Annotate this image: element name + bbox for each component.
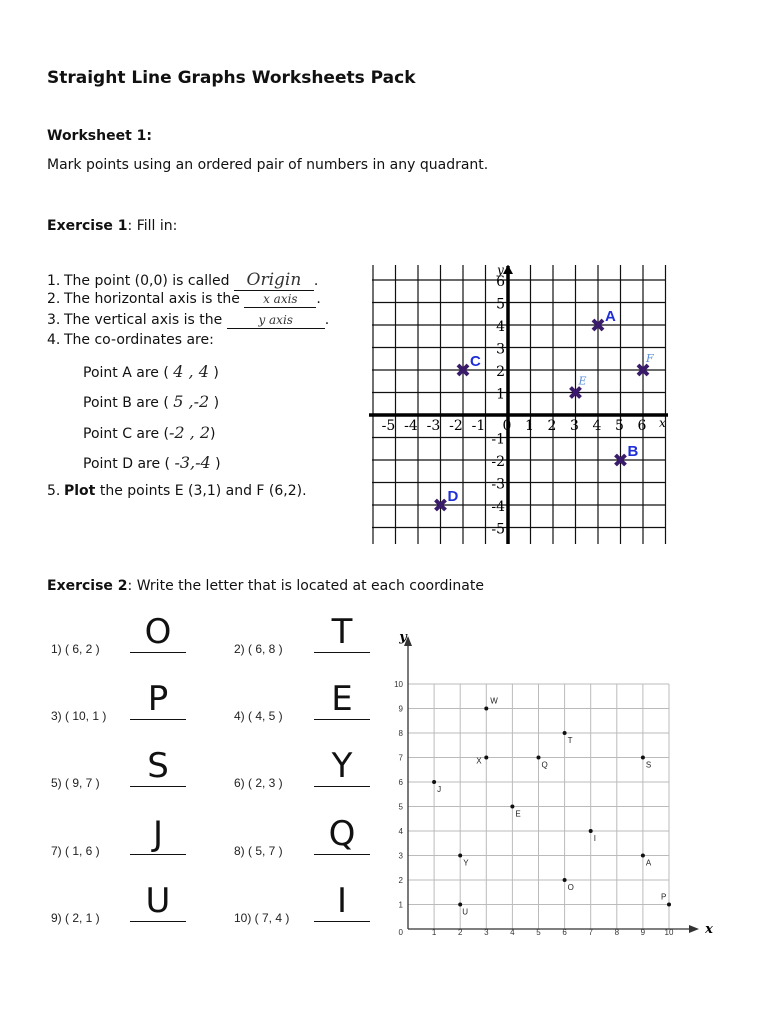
answer-field[interactable]: T — [314, 612, 370, 653]
plotted-point-s — [641, 756, 645, 760]
coordinate-question: 10) ( 7, 4 ) — [234, 911, 290, 925]
x-tick-label: -3 — [426, 418, 441, 434]
question-text: The horizontal axis is the — [64, 291, 245, 307]
exercise1-heading — [47, 218, 177, 234]
answer-field[interactable]: I — [314, 881, 370, 922]
exercise2-heading-rest: : Write the letter that is located at each coordinate — [127, 578, 484, 594]
worksheet-heading: Worksheet 1: — [47, 128, 152, 144]
x-tick-label: 2 — [457, 928, 463, 937]
coordinate-question: 1) ( 6, 2 ) — [51, 642, 100, 656]
answer-field[interactable]: J — [130, 814, 186, 855]
y-tick-label: 5 — [496, 296, 505, 313]
plotted-point-y — [458, 854, 462, 858]
y-tick-label: -3 — [491, 476, 505, 493]
coordinate-question: 9) ( 2, 1 ) — [51, 911, 100, 925]
point-label: Q — [541, 760, 548, 770]
point-label: O — [567, 883, 574, 892]
handwritten-answer: Origin — [246, 270, 302, 290]
point-close: ) — [215, 456, 221, 472]
answer-field[interactable] — [227, 312, 325, 329]
plotted-point-t — [563, 731, 567, 735]
point-label: C — [470, 353, 481, 370]
y-tick-label: 10 — [394, 680, 403, 689]
y-tick-label: 6 — [398, 778, 403, 787]
x-tick-label: 1 — [525, 418, 534, 434]
handwritten-answer[interactable]: -3,-4 — [174, 453, 211, 472]
question-number: 4. — [47, 332, 61, 348]
question-end: . — [324, 312, 330, 328]
question-number: 2. — [47, 291, 61, 307]
answer-field[interactable]: Q — [314, 814, 370, 855]
x-tick-label: 7 — [588, 928, 593, 937]
point-label: T — [567, 736, 573, 745]
x-tick-label: 10 — [664, 928, 674, 937]
y-tick-label: 4 — [496, 319, 505, 335]
x-tick-label: 8 — [614, 928, 620, 937]
y-tick-label: 2 — [398, 876, 403, 885]
coordinate-question: 8) ( 5, 7 ) — [234, 844, 283, 858]
x-tick-label: 4 — [510, 928, 515, 937]
question-end: . — [316, 291, 321, 307]
point-label: I — [593, 834, 596, 843]
answer-field[interactable]: U — [130, 881, 186, 922]
exercise2-heading — [47, 578, 484, 594]
x-tick-label: 5 — [615, 418, 624, 434]
y-tick-label: 7 — [398, 753, 403, 763]
y-tick-label: 2 — [496, 364, 505, 380]
question-text: The vertical axis is the — [64, 312, 227, 328]
question-1 — [47, 270, 318, 291]
coordinate-question: 5) ( 9, 7 ) — [51, 776, 100, 790]
plotted-point-x — [484, 756, 488, 760]
y-tick-label: 3 — [496, 341, 505, 358]
x-tick-label: -2 — [449, 418, 463, 434]
y-tick-label: 1 — [398, 900, 403, 910]
y-tick-label: -1 — [491, 431, 505, 448]
y-tick-label: -2 — [491, 454, 505, 470]
point-close: ) — [210, 426, 216, 442]
point-close: ) — [213, 395, 220, 411]
coordinate-question: 6) ( 2, 3 ) — [234, 776, 283, 790]
answer-field[interactable]: E — [314, 679, 370, 720]
y-axis-label: y — [399, 630, 407, 645]
handwritten-answer: x axis — [263, 292, 298, 306]
question-text: The co-ordinates are: — [64, 332, 214, 348]
question-end: . — [313, 273, 319, 289]
point-c-row — [83, 423, 216, 442]
page-title: Straight Line Graphs Worksheets Pack — [47, 68, 416, 88]
point-label: B — [627, 443, 639, 460]
coordinate-question: 4) ( 4, 5 ) — [234, 709, 283, 723]
question-3 — [47, 312, 329, 329]
y-tick-label: 0 — [398, 928, 403, 937]
x-tick-label: 3 — [570, 418, 579, 434]
point-label: U — [462, 907, 468, 917]
y-tick-label: 9 — [398, 704, 403, 714]
answer-field[interactable] — [244, 291, 316, 308]
point-label: Point A are ( — [83, 365, 169, 381]
x-tick-label: 6 — [637, 418, 647, 434]
x-tick-label: -1 — [471, 418, 486, 434]
answer-field[interactable]: P — [130, 679, 186, 720]
point-label: W — [490, 696, 498, 706]
plotted-point-o — [563, 878, 567, 882]
question-number: 3. — [47, 312, 61, 328]
handwritten-answer[interactable]: 5 ,-2 — [173, 392, 210, 411]
plotted-point-a — [641, 854, 645, 858]
point-label: E — [578, 374, 587, 388]
point-d-row — [83, 453, 221, 472]
plot-word: Plot — [64, 483, 96, 499]
point-label: Y — [463, 858, 469, 868]
question-text: The point (0,0) is called — [64, 273, 234, 289]
y-tick-label: 5 — [398, 802, 403, 812]
answer-field[interactable]: Y — [314, 746, 370, 787]
handwritten-answer: y axis — [258, 313, 293, 327]
point-label: J — [437, 785, 442, 794]
point-b-row — [83, 392, 219, 411]
plotted-point-q — [537, 756, 541, 760]
x-tick-label: 4 — [592, 418, 602, 434]
y-tick-label: 8 — [398, 729, 403, 738]
x-axis-label: x — [659, 416, 666, 430]
point-label: A — [645, 858, 652, 868]
answer-field[interactable] — [234, 270, 314, 291]
y-tick-label: -5 — [491, 521, 505, 538]
x-tick-label: 5 — [536, 928, 541, 937]
question-number: 1. — [47, 273, 61, 289]
y-tick-label: 1 — [496, 386, 505, 403]
x-tick-label: 1 — [431, 928, 437, 937]
x-axis-label: x — [705, 922, 713, 937]
handwritten-answer[interactable]: 4 , 4 — [173, 362, 209, 381]
answer-field[interactable]: O — [130, 612, 186, 653]
x-tick-label: -4 — [404, 418, 418, 434]
coordinate-question: 3) ( 10, 1 ) — [51, 709, 107, 723]
coordinate-question: 7) ( 1, 6 ) — [51, 844, 100, 858]
point-label: F — [646, 352, 654, 365]
y-tick-label: -4 — [491, 499, 505, 515]
x-tick-label: -5 — [381, 418, 396, 434]
plotted-point-e — [510, 805, 514, 809]
x-tick-label: 2 — [547, 418, 557, 434]
exercise1-heading-rest: : Fill in: — [127, 218, 178, 234]
coordinate-question: 2) ( 6, 8 ) — [234, 642, 283, 656]
point-close: ) — [213, 365, 219, 381]
coordinate-grid-2 — [372, 628, 727, 946]
question-4 — [47, 332, 214, 348]
question-2 — [47, 291, 321, 308]
question-number: 5. — [47, 483, 61, 499]
plotted-point-w — [484, 707, 488, 711]
exercise1-heading-bold: Exercise 1 — [47, 218, 128, 234]
intro-text: Mark points using an ordered pair of numbers in any quadrant. — [47, 157, 489, 173]
answer-field[interactable]: S — [130, 746, 186, 787]
x-tick-label: 3 — [484, 928, 489, 937]
point-label: S — [645, 760, 652, 770]
y-tick-label: 4 — [398, 827, 403, 836]
point-label: X — [476, 756, 482, 766]
y-axis-label: y — [497, 263, 504, 277]
point-a-row — [83, 362, 219, 381]
question-text: the points E (3,1) and F (6,2). — [95, 483, 307, 499]
y-tick-label: 6 — [496, 274, 505, 290]
x-tick-label: 6 — [562, 928, 567, 937]
handwritten-answer[interactable]: -2 , 2 — [169, 423, 211, 442]
x-tick-label: 9 — [640, 928, 646, 937]
point-label: P — [661, 892, 667, 902]
x-axis-arrow — [689, 925, 699, 933]
point-label: E — [515, 809, 521, 819]
plotted-point-u — [458, 903, 462, 907]
x-tick-label: 0 — [502, 418, 512, 434]
plotted-point-i — [589, 829, 593, 833]
point-label: D — [447, 488, 459, 505]
point-label: Point D are ( — [83, 456, 170, 472]
point-label: A — [605, 308, 616, 325]
exercise2-heading-bold: Exercise 2 — [47, 578, 128, 594]
plotted-point-j — [432, 780, 436, 784]
y-tick-label: 3 — [398, 851, 403, 861]
coordinate-grid-1 — [366, 262, 671, 547]
point-label: Point B are ( — [83, 395, 169, 411]
question-5 — [47, 483, 307, 499]
y-axis-arrow — [503, 265, 513, 274]
plotted-point-p — [667, 903, 671, 907]
point-label: Point C are ( — [83, 426, 169, 442]
